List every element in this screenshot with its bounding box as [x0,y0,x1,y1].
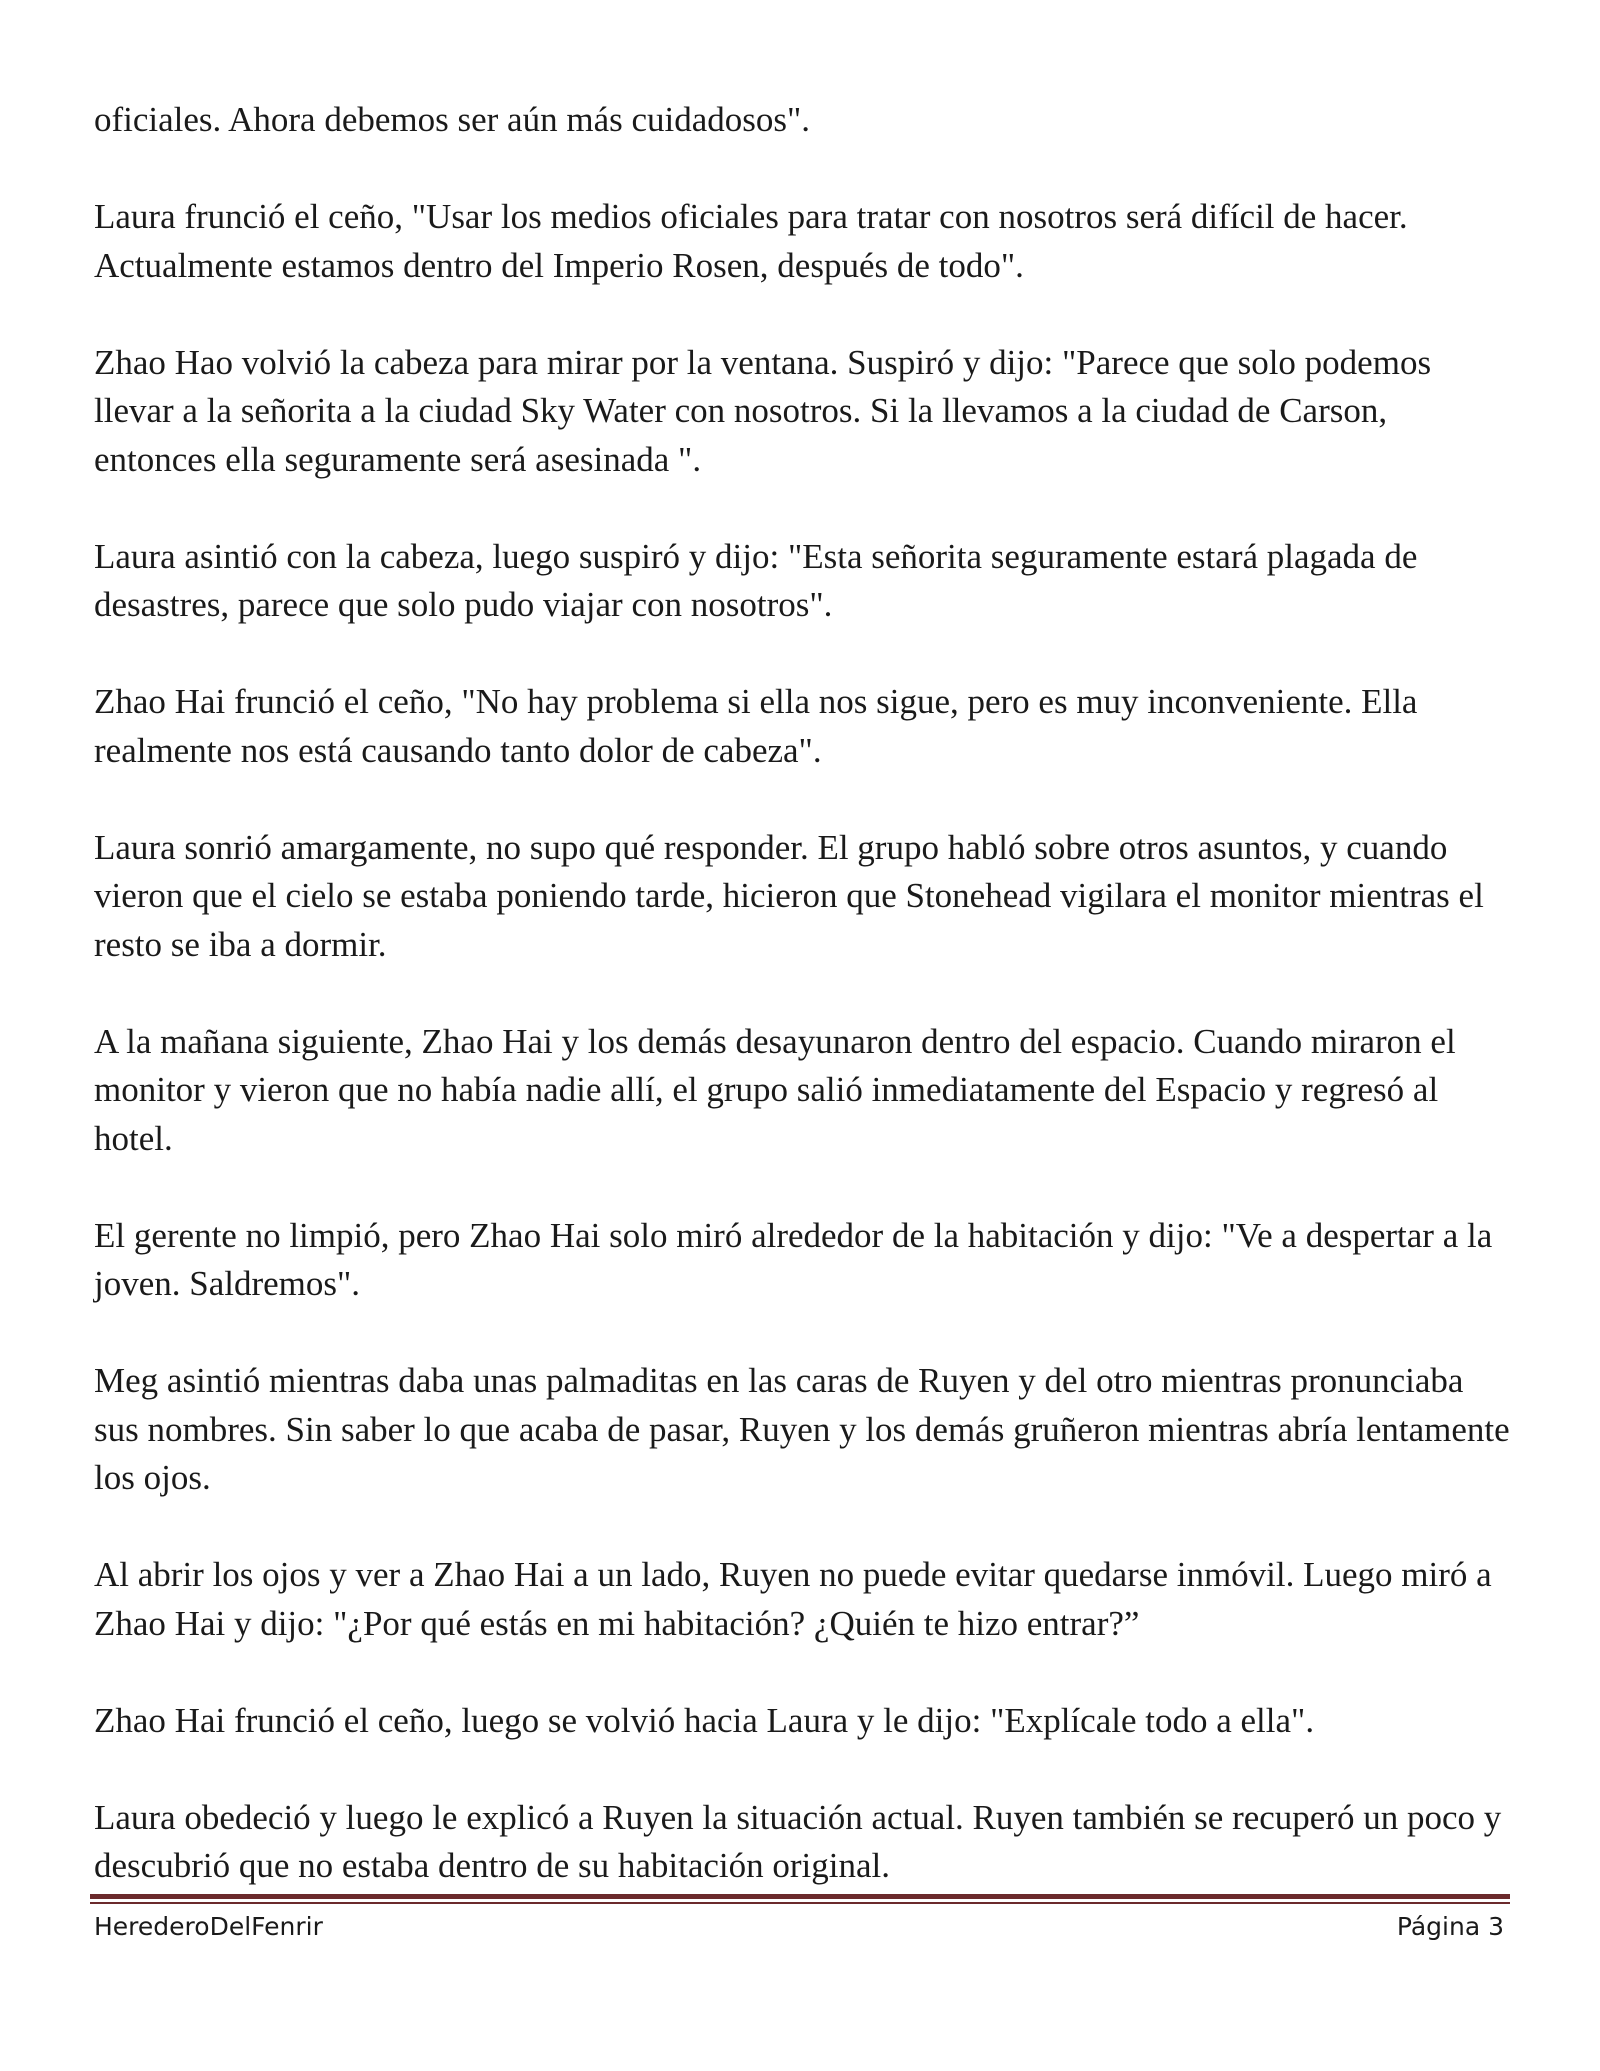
footer-divider-thin-line [90,1902,1510,1904]
footer-divider [90,1894,1510,1906]
paragraph-11: Zhao Hai frunció el ceño, luego se volvió hacia Laura y le dijo: "Explícale todo a ella". [94,1700,1315,1740]
paragraph-6: Laura sonrió amargamente, no supo qué responder. El grupo habló sobre otros asuntos, y cuando vieron que el cielo se estaba poniendo tarde, hicieron que Stonehead vigilara el monitor mientras el resto se iba a dormir. [94,827,1484,964]
paragraph-3: Zhao Hao volvió la cabeza para mirar por la ventana. Suspiró y dijo: "Parece que solo podemos llevar a la señorita a la ciudad Sky Water con nosotros. Si la llevamos a la ciudad de Carson, entonces ella seguramente será asesinada ". [94,342,1432,479]
paragraph-8: El gerente no limpió, pero Zhao Hai solo miró alrededor de la habitación y dijo: "Ve a despertar a la joven. Saldremos". [94,1215,1493,1303]
paragraph-4: Laura asintió con la cabeza, luego suspiró y dijo: "Esta señorita seguramente estará plagada de desastres, parece que solo pudo viajar con nosotros". [94,536,1418,624]
footer-page-number: Página 3 [1396,1912,1504,1941]
paragraph-5: Zhao Hai frunció el ceño, "No hay problema si ella nos sigue, pero es muy inconveniente. Ella realmente nos está causando tanto dolor de cabeza". [94,682,1418,770]
paragraph-2: Laura frunció el ceño, "Usar los medios oficiales para tratar con nosotros será difícil de hacer. Actualmente estamos dentro del Imperio Rosen, después de todo". [94,197,1408,285]
paragraph-10: Al abrir los ojos y ver a Zhao Hai a un lado, Ruyen no puede evitar quedarse inmóvil. Luego miró a Zhao Hai y dijo: "¿Por qué estás en mi habitación? ¿Quién te hizo entrar?” [94,1555,1492,1643]
paragraph-9: Meg asintió mientras daba unas palmaditas en las caras de Ruyen y del otro mientras pronunciaba sus nombres. Sin saber lo que acaba de pasar, Ruyen y los demás gruñeron mientras abría lentamente los ojos. [94,1361,1510,1497]
paragraph-12: Laura obedeció y luego le explicó a Ruyen la situación actual. Ruyen también se recuperó un poco y descubrió que no estaba dentro de su habitación original. [94,1797,1502,1885]
footer-author: HerederoDelFenrir [94,1912,323,1941]
paragraph-1: oficiales. Ahora debemos ser aún más cuidadosos". [94,100,811,139]
body-text [94,96,1514,1939]
footer-divider-thick-line [90,1894,1510,1899]
paragraph-7: A la mañana siguiente, Zhao Hai y los demás desayunaron dentro del espacio. Cuando miraron el monitor y vieron que no había nadie allí, el grupo salió inmediatamente del Espacio y regresó al hotel. [94,1021,1456,1158]
